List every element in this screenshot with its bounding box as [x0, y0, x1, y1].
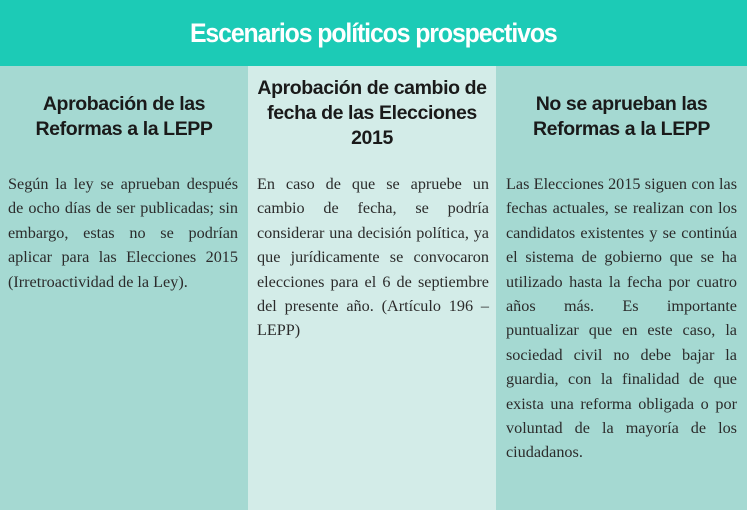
column-heading: No se aprueban las Reformas a la LEPP [532, 93, 711, 140]
column-heading: Aprobación de las Reformas a la LEPP [35, 93, 213, 140]
table-title: Escenarios políticos prospectivos [190, 17, 557, 48]
table-header [0, 0, 747, 66]
column-heading: Aprobación de cambio de fecha de las Elecciones 2015 [257, 77, 487, 149]
column-body-text: En caso de que se apruebe un cambio de fecha, se podría considerar una decisión política, ya que jurídicamente se convocaron elecciones para el 6 de septiembre del presente año. (Artículo 196 – LEPP) [257, 175, 489, 340]
scenario-column-reforms-not-approved [496, 66, 747, 510]
column-body-text: Las Elecciones 2015 siguen con las fechas actuales, se realizan con los candidatos existentes y se continúa el sistema de gobierno que se ha utilizado hasta la fecha por cuatro años más. Es importante puntualizar que en este caso, la sociedad civil no debe bajar la guardia, con la finalidad de que exista una reforma obligada o por voluntad de la mayoría de los ciudadanos. [506, 175, 737, 462]
scenario-column-date-change [248, 66, 496, 510]
scenario-column-reforms-approved [0, 66, 248, 510]
column-body-text: Según la ley se aprueban después de ocho días de ser publicadas; sin embargo, estas no se podrían aplicar para las Elecciones 2015 (Irretroactividad de la Ley). [8, 175, 238, 291]
